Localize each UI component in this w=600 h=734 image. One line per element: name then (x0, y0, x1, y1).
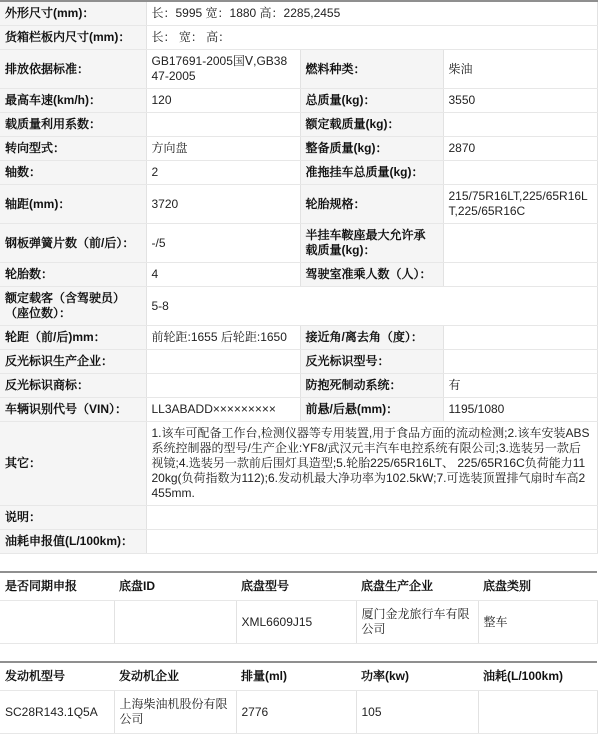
table-cell (0, 601, 114, 644)
table-cell: 整车 (478, 601, 597, 644)
spec-label: 接近角/离去角（度）： (300, 326, 443, 350)
spec-value (443, 161, 597, 185)
spec-row (0, 350, 597, 374)
spec-label: 额定载客（含驾驶员）（座位数）： (0, 287, 146, 326)
spec-value: 柴油 (443, 50, 597, 89)
spec-value (443, 326, 597, 350)
spec-row (0, 161, 597, 185)
spec-value: 前轮距:1655 后轮距:1650 (146, 326, 300, 350)
spec-label: 整备质量(kg)： (300, 137, 443, 161)
spec-label: 转向型式： (0, 137, 146, 161)
column-header: 是否同期申报 (0, 572, 114, 601)
spec-row (0, 398, 597, 422)
spec-row (0, 506, 597, 530)
spec-value: 1195/1080 (443, 398, 597, 422)
column-header: 油耗(L/100km) (478, 662, 597, 691)
table-cell (478, 691, 597, 734)
spec-value: 3550 (443, 89, 597, 113)
column-header: 排量(ml) (236, 662, 356, 691)
spec-label: 轴距(mm)： (0, 185, 146, 224)
spec-row (0, 137, 597, 161)
spec-label: 燃料种类： (300, 50, 443, 89)
spec-value: 2870 (443, 137, 597, 161)
spec-row (0, 50, 597, 89)
spec-value (443, 263, 597, 287)
table-cell: 上海柴油机股份有限公司 (114, 691, 236, 734)
spec-value: 长： 宽： 高： (146, 26, 597, 50)
spec-label: 说明： (0, 506, 146, 530)
spec-value: 长：5995 宽：1880 高：2285,2455 (146, 1, 597, 26)
spec-label: 其它： (0, 422, 146, 506)
spec-label: 油耗申报值(L/100km)： (0, 530, 146, 554)
engine-table (0, 661, 598, 734)
spec-row (0, 224, 597, 263)
spec-row (0, 89, 597, 113)
spec-row (0, 374, 597, 398)
spec-row (0, 422, 597, 506)
column-header: 底盘类别 (478, 572, 597, 601)
spec-value: -/5 (146, 224, 300, 263)
column-header: 发动机企业 (114, 662, 236, 691)
column-header: 底盘生产企业 (356, 572, 478, 601)
table-cell: 105 (356, 691, 478, 734)
spec-label: 防抱死制动系统： (300, 374, 443, 398)
spec-row (0, 263, 597, 287)
spec-row (0, 1, 597, 26)
spec-value: 5-8 (146, 287, 597, 326)
spec-value-vin: LL3ABADD××××××××× (146, 398, 300, 422)
spec-value: 4 (146, 263, 300, 287)
spec-label: 驾驶室准乘人数（人）： (300, 263, 443, 287)
spec-value (146, 113, 300, 137)
spec-value: GB17691-2005国Ⅴ,GB3847-2005 (146, 50, 300, 89)
spec-label: 车辆识别代号（VIN）： (0, 398, 146, 422)
spec-value: 215/75R16LT,225/65R16LT,225/65R16C (443, 185, 597, 224)
spec-row (0, 326, 597, 350)
engine-data-row (0, 691, 597, 734)
spec-label: 轮胎数： (0, 263, 146, 287)
spec-value (146, 350, 300, 374)
spec-label: 前悬/后悬(mm)： (300, 398, 443, 422)
chassis-header-row (0, 572, 597, 601)
table-cell: SC28R143.1Q5A (0, 691, 114, 734)
engine-header-row (0, 662, 597, 691)
table-cell: XML6609J15 (236, 601, 356, 644)
column-header: 发动机型号 (0, 662, 114, 691)
spec-label: 钢板弹簧片数（前/后）： (0, 224, 146, 263)
spec-label: 总质量(kg)： (300, 89, 443, 113)
table-cell (114, 601, 236, 644)
spec-value (146, 506, 597, 530)
spec-value (146, 374, 300, 398)
column-header: 底盘型号 (236, 572, 356, 601)
spec-label: 轮距（前/后)mm： (0, 326, 146, 350)
spec-value: 3720 (146, 185, 300, 224)
spec-label: 准拖挂车总质量(kg)： (300, 161, 443, 185)
spec-value (443, 224, 597, 263)
spec-value (443, 113, 597, 137)
spec-label: 反光标识型号： (300, 350, 443, 374)
table-cell: 厦门金龙旅行车有限公司 (356, 601, 478, 644)
spec-label: 货箱栏板内尺寸(mm)： (0, 26, 146, 50)
spec-label: 额定载质量(kg)： (300, 113, 443, 137)
spec-label: 载质量利用系数： (0, 113, 146, 137)
spec-label: 反光标识生产企业： (0, 350, 146, 374)
spec-label: 外形尺寸(mm)： (0, 1, 146, 26)
chassis-table (0, 571, 598, 644)
chassis-data-row (0, 601, 597, 644)
spec-value (443, 350, 597, 374)
spec-value: 120 (146, 89, 300, 113)
spec-label: 半挂车鞍座最大允许承载质量(kg)： (300, 224, 443, 263)
spec-row (0, 530, 597, 554)
spec-value-other-notes: 1.该车可配备工作台,检测仪器等专用装置,用于食品方面的流动检测;2.该车安装ABS系统控制器的型号/生产企业:YF8/武汉元丰汽车电控系统有限公司;3.选装另一款后视镜;4.选装另一款前后围灯具造型;5.轮胎225/65R16LT、 225/65R16C负荷能力1120kg(负荷指数为112);6.发动机最大净功率为102.5kW;7.可选装顶置排气扇时车高2455mm. (146, 422, 597, 506)
column-header: 底盘ID (114, 572, 236, 601)
spec-label: 轴数： (0, 161, 146, 185)
spec-row (0, 113, 597, 137)
spec-row (0, 287, 597, 326)
table-cell: 2776 (236, 691, 356, 734)
spec-label: 最高车速(km/h)： (0, 89, 146, 113)
column-header: 功率(kw) (356, 662, 478, 691)
spec-value: 有 (443, 374, 597, 398)
spec-label: 反光标识商标： (0, 374, 146, 398)
spec-label: 排放依据标准： (0, 50, 146, 89)
spec-value: 2 (146, 161, 300, 185)
spec-label: 轮胎规格： (300, 185, 443, 224)
spec-value: 方向盘 (146, 137, 300, 161)
spec-row (0, 26, 597, 50)
spec-value (146, 530, 597, 554)
spec-row (0, 185, 597, 224)
